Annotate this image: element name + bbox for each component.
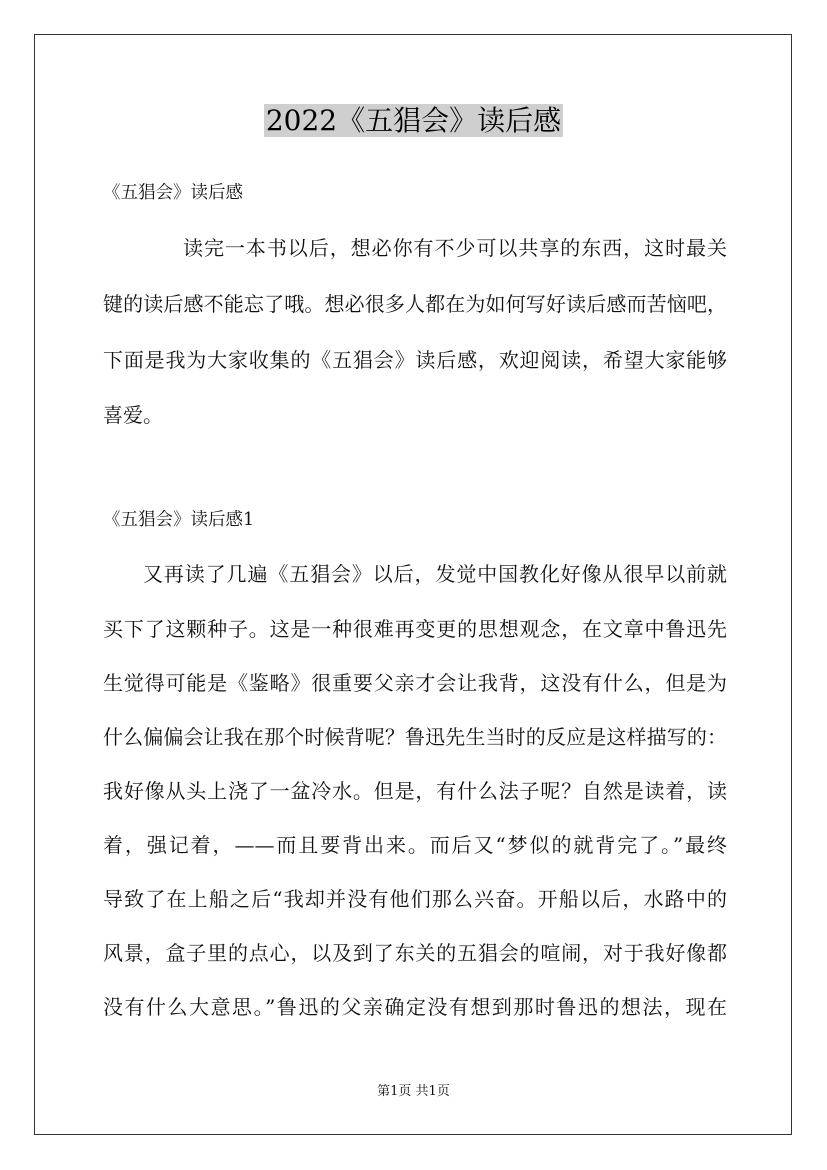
body-line: 着，强记着，——而且要背出来。而后又“梦似的就背完了。”最终 [103, 833, 727, 857]
body-line: 我好像从头上浇了一盆冷水。但是，有什么法子呢？自然是读着，读 [103, 779, 727, 803]
body-line: 又再读了几遍《五猖会》以后，发觉中国教化好像从很早以前就 [143, 562, 727, 586]
section-heading: 《五猖会》读后感1 [103, 510, 255, 530]
body-line: 生觉得可能是《鉴略》很重要父亲才会让我背，这没有什么，但是为 [103, 671, 727, 695]
document-title-text: 2022《五猖会》读后感 [265, 104, 562, 137]
intro-line: 键的读后感不能忘了哦。想必很多人都在为如何写好读后感而苦恼吧， [103, 292, 727, 316]
body-line: 导致了在上船之后“我却并没有他们那么兴奋。开船以后，水路中的 [103, 887, 727, 911]
document-title [0, 100, 827, 142]
intro-heading: 《五猖会》读后感 [103, 183, 243, 203]
page-number: 第1页 共1页 [377, 1084, 450, 1099]
body-line: 风景，盒子里的点心，以及到了东关的五猖会的喧闹，对于我好像都 [103, 941, 727, 965]
body-line: 什么偏偏会让我在那个时候背呢？鲁迅先生当时的反应是这样描写的： [103, 725, 727, 749]
intro-line: 读完一本书以后，想必你有不少可以共享的东西，这时最关 [183, 236, 727, 260]
body-line: 没有什么大意思。”鲁迅的父亲确定没有想到那时鲁迅的想法，现在 [103, 995, 727, 1019]
body-line: 买下了这颗种子。这是一种很难再变更的思想观念，在文章中鲁迅先 [103, 617, 727, 641]
intro-line: 喜爱。 [103, 403, 163, 427]
intro-line: 下面是我为大家收集的《五猖会》读后感，欢迎阅读，希望大家能够 [103, 348, 727, 372]
